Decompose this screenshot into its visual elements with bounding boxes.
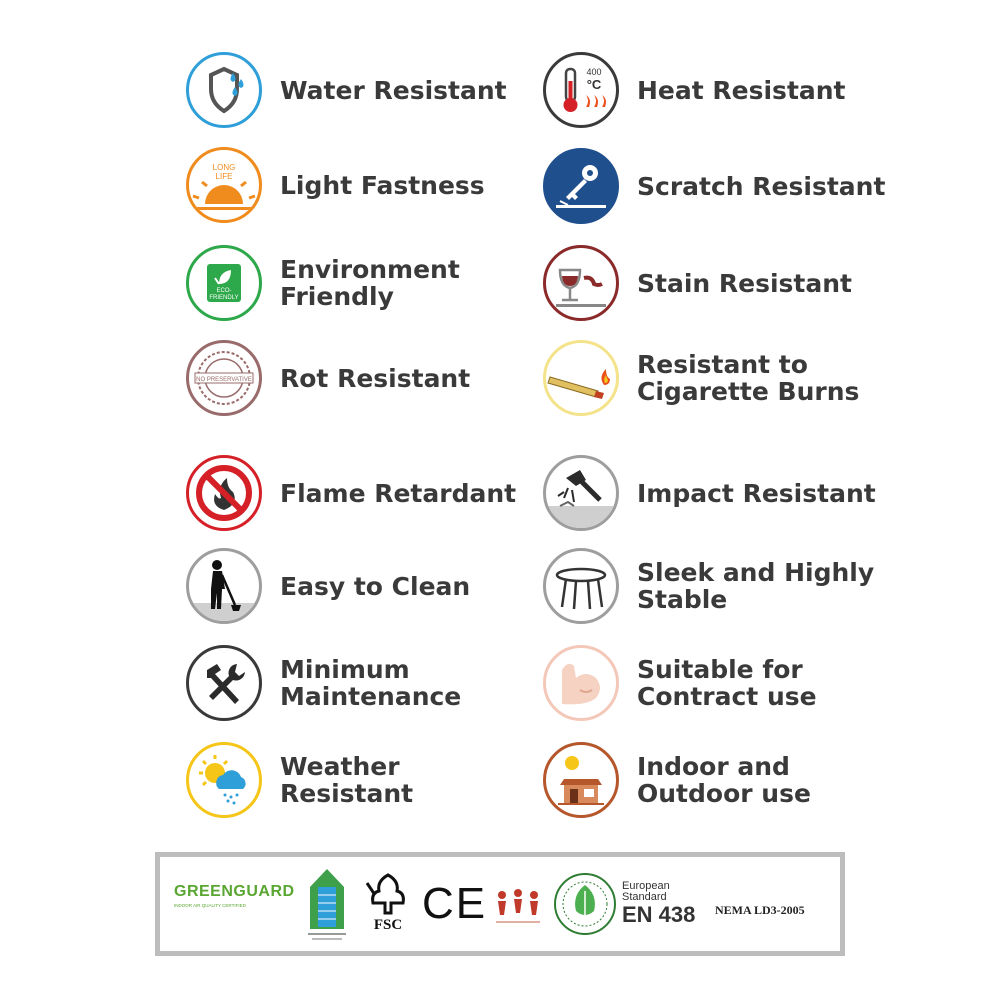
sun-icon [186, 147, 262, 223]
greenguard-subtext: INDOOR AIR QUALITY CERTIFIED [174, 903, 246, 908]
feature-scratch-resistant [543, 148, 885, 224]
feature-heat-resistant [543, 52, 846, 128]
standard-text: Standard [622, 891, 667, 903]
green-label-seal [552, 871, 618, 941]
fsc-tree-icon [363, 871, 413, 917]
feature-label: Heat Resistant [637, 75, 846, 105]
feature-label: Suitable for Contract use [637, 655, 817, 711]
feature-light-fastness [186, 147, 485, 223]
feature-label: Sleek and Highly Stable [637, 558, 875, 614]
light-long-text: LONG [212, 163, 236, 172]
feature-minimum-maintenance [186, 645, 461, 721]
eco-leaf-icon [186, 245, 262, 321]
feature-water-resistant [186, 52, 507, 128]
feature-stain-resistant [543, 245, 852, 321]
thermometer-icon [543, 52, 619, 128]
feature-label: Rot Resistant [280, 363, 471, 393]
feature-weather-resistant [186, 742, 413, 818]
feature-label: Flame Retardant [280, 478, 517, 508]
greenguard-logo [174, 883, 295, 908]
en-438-text: EN 438 [622, 902, 696, 927]
figures-logo [492, 885, 544, 933]
feature-indoor-outdoor [543, 742, 811, 818]
person-sweeping-icon [186, 548, 262, 624]
feature-label: Resistant to Cigarette Burns [637, 350, 860, 406]
feature-label: Scratch Resistant [637, 171, 886, 201]
certification-panel [155, 852, 845, 956]
fsc-text: FSC [373, 917, 403, 933]
strong-arm-icon [543, 645, 619, 721]
feature-flame-retardant [186, 455, 516, 531]
no-preservative-stamp-icon [186, 340, 262, 416]
feature-label: Weather Resistant [280, 752, 414, 808]
hammer-wrench-icon [186, 645, 262, 721]
no-fire-icon [186, 455, 262, 531]
house-sun-icon [543, 742, 619, 818]
feature-cigarette-burns [543, 340, 859, 416]
feature-label: Light Fastness [280, 170, 485, 200]
env-friendly-text: FRIENDLY [209, 295, 239, 301]
key-scratch-icon [543, 148, 619, 224]
wine-glass-stain-icon [543, 245, 619, 321]
ce-mark: CE [422, 879, 488, 928]
cigarette-icon [543, 340, 619, 416]
feature-contract-use [543, 645, 817, 721]
heat-unit-text: °C [586, 77, 602, 92]
light-life-text: LIFE [215, 172, 233, 181]
feature-impact-resistant [543, 455, 876, 531]
feature-environment-friendly [186, 245, 460, 321]
feature-label: Impact Resistant [637, 478, 876, 508]
hammer-impact-icon [543, 455, 619, 531]
european-standard-logo [622, 881, 712, 927]
green-building-logo [302, 865, 352, 949]
rot-stamp-text: NO PRESERVATIVE [196, 377, 252, 383]
feature-easy-to-clean [186, 548, 470, 624]
feature-label: Minimum Maintenance [280, 655, 462, 711]
european-text: European [622, 880, 670, 892]
water-shield-icon [186, 52, 262, 128]
feature-rot-resistant [186, 340, 470, 416]
feature-sleek-stable [543, 548, 874, 624]
table-icon [543, 548, 619, 624]
heat-temp-text: 400 [586, 67, 602, 77]
feature-label: Stain Resistant [637, 268, 853, 298]
nema-text: NEMA LD3-2005 [715, 903, 805, 917]
env-eco-text: ECO- [216, 288, 232, 294]
feature-label: Easy to Clean [280, 571, 471, 601]
feature-label: Water Resistant [280, 75, 507, 105]
greenguard-text: GREENGUARD [174, 883, 295, 900]
fsc-logo [360, 871, 416, 934]
feature-label: Indoor and Outdoor use [637, 752, 811, 808]
sun-cloud-rain-icon [186, 742, 262, 818]
feature-label: Environment Friendly [280, 255, 460, 311]
